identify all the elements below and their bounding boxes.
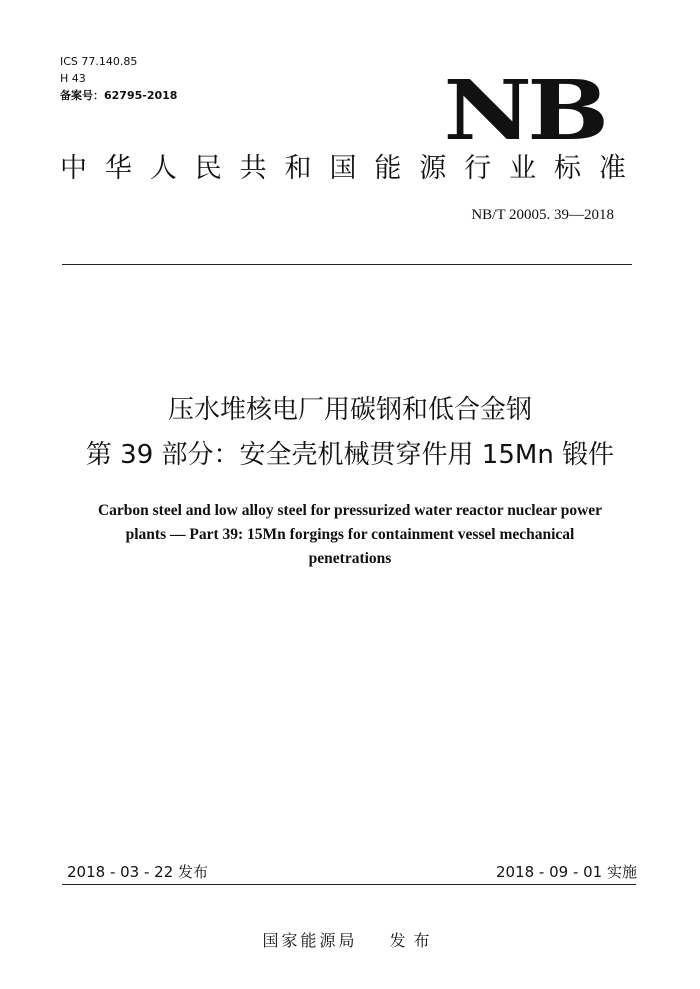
issue-date: 2018 - 03 - 22 发布: [67, 863, 209, 881]
ics-code: ICS 77.140.85: [60, 55, 138, 68]
industry-standard-title: [60, 152, 626, 186]
industry-title-char: 标: [553, 153, 581, 184]
title-english-line-3: penetrations: [308, 550, 392, 567]
industry-title-char: 共: [239, 153, 267, 184]
title-english-line-1: Carbon steel and low alloy steel for pressurized water reactor nuclear power: [97, 502, 603, 519]
industry-title-char: 中: [60, 153, 87, 184]
standard-number: NB/T 20005. 39—2018: [471, 207, 614, 223]
industry-title-char: 和: [284, 153, 312, 184]
title-english-line-2: plants — Part 39: 15Mn forgings for containment vessel mechanical: [125, 526, 575, 543]
implementation-date: 2018 - 09 - 01 实施: [495, 863, 637, 881]
title-chinese-line-2: 第 39 部分：安全壳机械贯穿件用 15Mn 锻件: [85, 440, 615, 470]
industry-title-char: 行: [464, 153, 492, 184]
issuer-line: [0, 930, 700, 952]
issue-action: 发布: [389, 931, 438, 950]
industry-title-char: 业: [509, 153, 537, 184]
record-number: 备案号：62795-2018: [60, 89, 178, 102]
industry-title-char: 能: [374, 153, 402, 184]
industry-title-char: 华: [104, 153, 132, 184]
footer-divider: [62, 884, 636, 885]
header-divider: [62, 264, 632, 265]
industry-title-char: 民: [194, 153, 222, 184]
industry-title-char: 准: [598, 153, 626, 184]
industry-title-char: 国: [329, 153, 357, 184]
ccs-code: H 43: [60, 72, 86, 85]
title-chinese-line-1: 压水堆核电厂用碳钢和低合金钢: [167, 395, 532, 425]
issuing-authority: 国家能源局: [262, 931, 358, 950]
industry-title-char: 人: [149, 153, 177, 184]
industry-title-char: 源: [419, 153, 447, 184]
nb-logo: NB: [443, 63, 604, 159]
